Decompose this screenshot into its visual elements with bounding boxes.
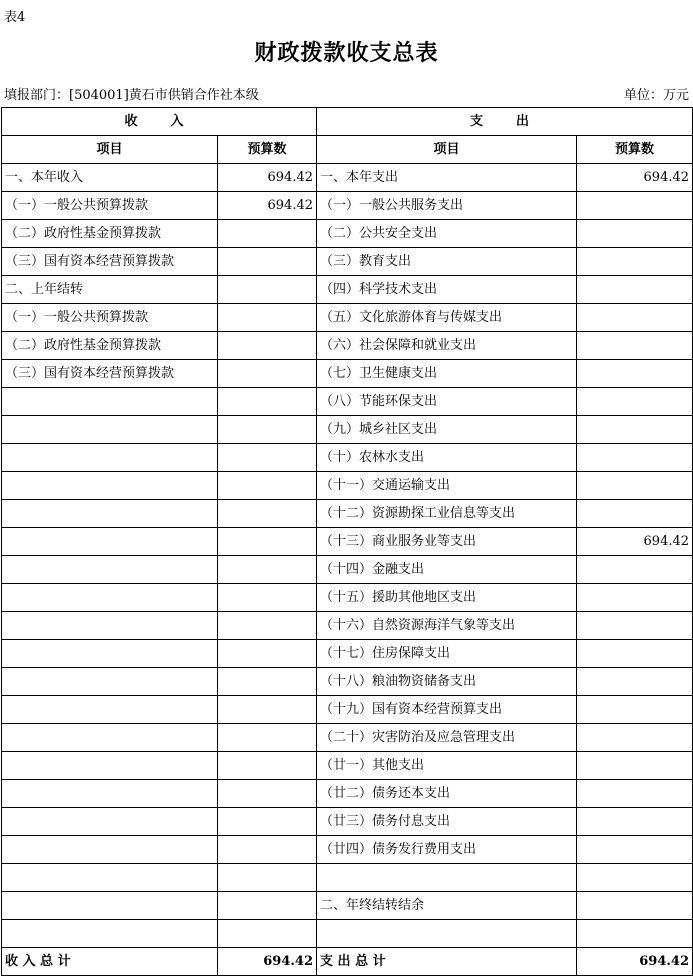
income-value-cell xyxy=(218,612,317,640)
expense-item-cell: （十九）国有资本经营预算支出 xyxy=(317,696,577,724)
expense-value-cell xyxy=(577,808,693,836)
income-item-cell: 一、本年收入 xyxy=(2,164,218,192)
expense-item-header: 项目 xyxy=(317,136,577,164)
expense-value-cell xyxy=(577,724,693,752)
income-item-cell xyxy=(2,584,218,612)
income-value-cell xyxy=(218,528,317,556)
page-title: 财政拨款收支总表 xyxy=(254,40,439,66)
table-row xyxy=(2,360,693,388)
income-item-cell xyxy=(2,780,218,808)
expense-value-cell xyxy=(577,780,693,808)
table-row xyxy=(2,612,693,640)
budget-table xyxy=(1,107,693,976)
income-item-cell xyxy=(2,752,218,780)
table-row xyxy=(2,668,693,696)
table-row xyxy=(2,444,693,472)
expense-item-cell: （十）农林水支出 xyxy=(317,444,577,472)
income-value-cell xyxy=(218,332,317,360)
table-number: 表4 xyxy=(4,10,26,25)
table-row xyxy=(2,836,693,864)
income-value-cell xyxy=(218,220,317,248)
income-value-cell xyxy=(218,892,317,920)
expense-value-cell xyxy=(577,304,693,332)
expense-value-cell xyxy=(577,696,693,724)
income-value-cell xyxy=(218,360,317,388)
income-value-cell xyxy=(218,640,317,668)
expense-value-cell xyxy=(577,332,693,360)
income-value-cell: 694.42 xyxy=(218,164,317,192)
expense-item-cell: （十八）粮油物资储备支出 xyxy=(317,668,577,696)
income-item-cell xyxy=(2,416,218,444)
expense-value-cell xyxy=(577,416,693,444)
expense-item-cell: 一、本年支出 xyxy=(317,164,577,192)
table-row xyxy=(2,780,693,808)
table-row xyxy=(2,864,693,892)
expense-item-cell: （廿一）其他支出 xyxy=(317,752,577,780)
expense-value-cell xyxy=(577,668,693,696)
table-row xyxy=(2,220,693,248)
income-value-cell xyxy=(218,752,317,780)
table-row xyxy=(2,752,693,780)
income-value-cell: 694.42 xyxy=(218,192,317,220)
expense-item-cell: （二）公共安全支出 xyxy=(317,220,577,248)
income-item-cell: （三）国有资本经营预算拨款 xyxy=(2,248,218,276)
income-total-value: 694.42 xyxy=(218,948,317,976)
expense-value-cell: 694.42 xyxy=(577,528,693,556)
expense-value-cell xyxy=(577,444,693,472)
expense-item-cell: （十一）交通运输支出 xyxy=(317,472,577,500)
income-value-cell xyxy=(218,696,317,724)
expense-value-cell xyxy=(577,752,693,780)
income-item-cell: （二）政府性基金预算拨款 xyxy=(2,332,218,360)
income-item-cell: （二）政府性基金预算拨款 xyxy=(2,220,218,248)
income-item-cell: （一）一般公共预算拨款 xyxy=(2,192,218,220)
income-item-cell xyxy=(2,640,218,668)
expense-value-cell xyxy=(577,864,693,892)
expense-item-cell: （廿三）债务付息支出 xyxy=(317,808,577,836)
expense-item-cell: （十七）住房保障支出 xyxy=(317,640,577,668)
income-item-cell xyxy=(2,836,218,864)
table-row xyxy=(2,472,693,500)
table-row xyxy=(2,528,693,556)
income-item-cell xyxy=(2,808,218,836)
reporting-department: 填报部门：[504001]黄石市供销合作社本级 xyxy=(4,88,259,103)
income-item-cell: （三）国有资本经营预算拨款 xyxy=(2,360,218,388)
income-value-cell xyxy=(218,416,317,444)
income-value-cell xyxy=(218,276,317,304)
expense-value-cell xyxy=(577,640,693,668)
table-row xyxy=(2,164,693,192)
expense-item-cell: （十二）资源勘探工业信息等支出 xyxy=(317,500,577,528)
income-item-cell xyxy=(2,864,218,892)
table-row xyxy=(2,276,693,304)
income-item-cell xyxy=(2,444,218,472)
income-item-cell xyxy=(2,668,218,696)
income-item-cell xyxy=(2,528,218,556)
expense-item-cell: （三）教育支出 xyxy=(317,248,577,276)
expense-value-cell xyxy=(577,584,693,612)
income-budget-header: 预算数 xyxy=(218,136,317,164)
expense-value-cell xyxy=(577,388,693,416)
expense-section-header: 支 出 xyxy=(317,108,693,136)
expense-item-cell: （二十）灾害防治及应急管理支出 xyxy=(317,724,577,752)
expense-item-cell xyxy=(317,864,577,892)
income-value-cell xyxy=(218,584,317,612)
expense-value-cell xyxy=(577,920,693,948)
table-row xyxy=(2,724,693,752)
income-item-cell xyxy=(2,472,218,500)
expense-item-cell: （十三）商业服务业等支出 xyxy=(317,528,577,556)
income-value-cell xyxy=(218,304,317,332)
expense-value-cell: 694.42 xyxy=(577,164,693,192)
income-item-cell xyxy=(2,500,218,528)
income-value-cell xyxy=(218,920,317,948)
income-item-cell xyxy=(2,388,218,416)
expense-item-cell: （八）节能环保支出 xyxy=(317,388,577,416)
table-row xyxy=(2,808,693,836)
expense-value-cell xyxy=(577,192,693,220)
expense-value-cell xyxy=(577,276,693,304)
expense-item-cell: （十五）援助其他地区支出 xyxy=(317,584,577,612)
expense-value-cell xyxy=(577,556,693,584)
expense-item-cell xyxy=(317,920,577,948)
column-header-row xyxy=(2,136,693,164)
table-row xyxy=(2,332,693,360)
income-value-cell xyxy=(218,780,317,808)
income-item-cell: 二、上年结转 xyxy=(2,276,218,304)
income-value-cell xyxy=(218,472,317,500)
totals-row xyxy=(2,948,693,976)
income-value-cell xyxy=(218,556,317,584)
income-value-cell xyxy=(218,724,317,752)
expense-total-label: 支 出 总 计 xyxy=(317,948,577,976)
income-item-cell xyxy=(2,920,218,948)
table-row xyxy=(2,192,693,220)
table-row xyxy=(2,500,693,528)
expense-item-cell: （六）社会保障和就业支出 xyxy=(317,332,577,360)
expense-item-cell: （九）城乡社区支出 xyxy=(317,416,577,444)
table-row xyxy=(2,892,693,920)
expense-value-cell xyxy=(577,360,693,388)
table-row xyxy=(2,584,693,612)
expense-item-cell: （十六）自然资源海洋气象等支出 xyxy=(317,612,577,640)
income-value-cell xyxy=(218,248,317,276)
expense-value-cell xyxy=(577,892,693,920)
table-row xyxy=(2,416,693,444)
expense-value-cell xyxy=(577,836,693,864)
expense-item-cell: （廿四）债务发行费用支出 xyxy=(317,836,577,864)
income-value-cell xyxy=(218,444,317,472)
expense-item-cell: （四）科学技术支出 xyxy=(317,276,577,304)
expense-value-cell xyxy=(577,472,693,500)
income-item-cell: （一）一般公共预算拨款 xyxy=(2,304,218,332)
table-row xyxy=(2,696,693,724)
table-row xyxy=(2,388,693,416)
income-value-cell xyxy=(218,668,317,696)
expense-value-cell xyxy=(577,220,693,248)
table-row xyxy=(2,304,693,332)
table-row xyxy=(2,920,693,948)
expense-item-cell: 二、年终结转结余 xyxy=(317,892,577,920)
income-item-cell xyxy=(2,612,218,640)
unit-label: 单位：万元 xyxy=(623,88,689,103)
expense-item-cell: （十四）金融支出 xyxy=(317,556,577,584)
income-item-header: 项目 xyxy=(2,136,218,164)
expense-value-cell xyxy=(577,248,693,276)
income-item-cell xyxy=(2,556,218,584)
income-value-cell xyxy=(218,836,317,864)
income-section-header: 收 入 xyxy=(2,108,317,136)
income-value-cell xyxy=(218,500,317,528)
table-row xyxy=(2,248,693,276)
income-item-cell xyxy=(2,724,218,752)
income-item-cell xyxy=(2,696,218,724)
expense-total-value: 694.42 xyxy=(577,948,693,976)
table-row xyxy=(2,556,693,584)
income-item-cell xyxy=(2,892,218,920)
income-value-cell xyxy=(218,808,317,836)
expense-item-cell: （七）卫生健康支出 xyxy=(317,360,577,388)
table-row xyxy=(2,640,693,668)
expense-budget-header: 预算数 xyxy=(577,136,693,164)
section-header-row xyxy=(2,108,693,136)
income-value-cell xyxy=(218,388,317,416)
income-value-cell xyxy=(218,864,317,892)
expense-item-cell: （一）一般公共服务支出 xyxy=(317,192,577,220)
income-total-label: 收 入 总 计 xyxy=(2,948,218,976)
expense-item-cell: （五）文化旅游体育与传媒支出 xyxy=(317,304,577,332)
expense-value-cell xyxy=(577,612,693,640)
expense-value-cell xyxy=(577,500,693,528)
expense-item-cell: （廿二）债务还本支出 xyxy=(317,780,577,808)
